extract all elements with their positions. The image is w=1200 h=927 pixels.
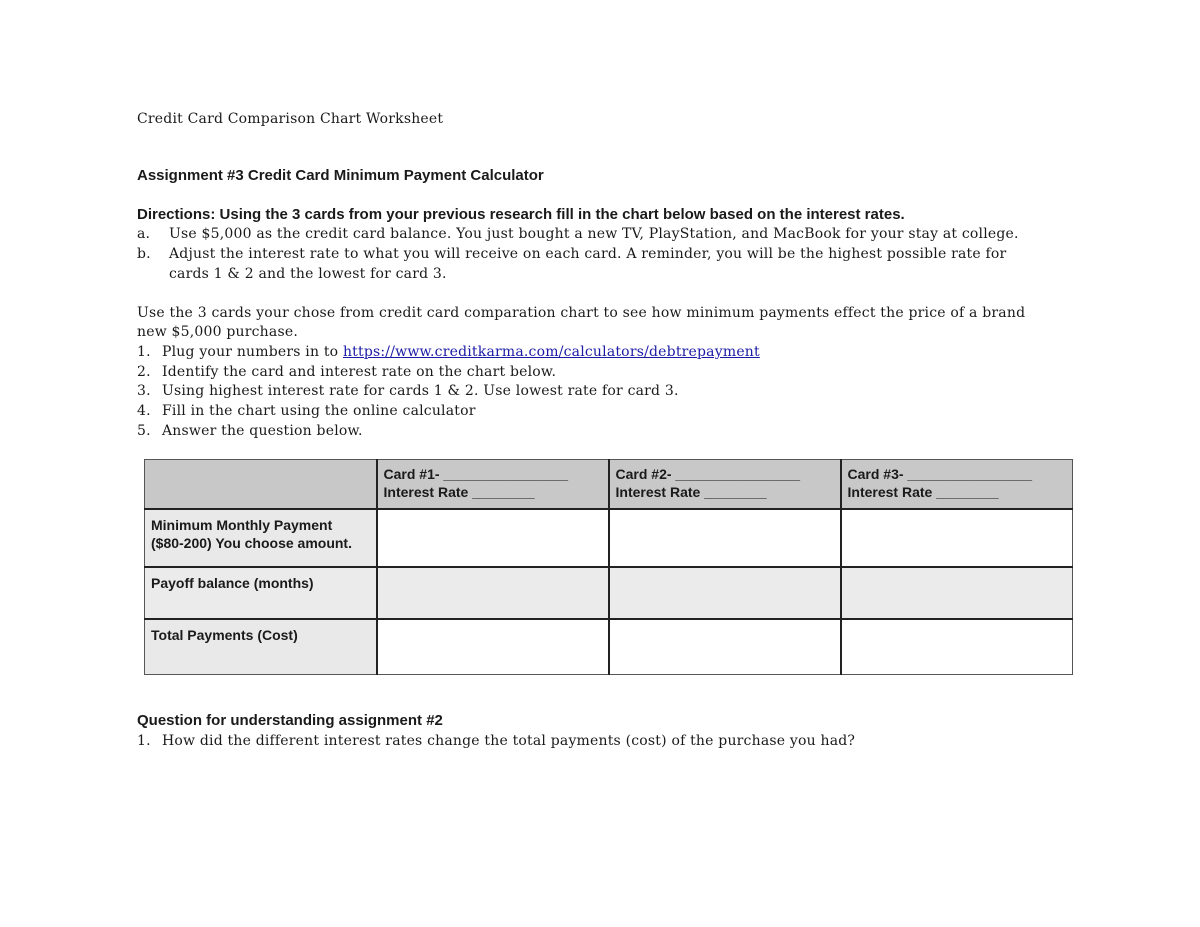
cell-card-3-minimum-payment[interactable]	[841, 509, 1073, 567]
table-row	[145, 619, 1073, 675]
cell-card-2-minimum-payment[interactable]	[609, 509, 841, 567]
cell-card-2-payoff-months[interactable]	[609, 567, 841, 619]
header-card-2	[609, 460, 841, 510]
question-text: How did the different interest rates change the total payments (cost) of the purchase you had?	[162, 733, 856, 749]
cell-card-3-payoff-months[interactable]	[841, 567, 1073, 619]
row-label-line: Payoff balance (months)	[151, 575, 314, 591]
question-heading: Question for understanding assignment #2	[137, 712, 443, 729]
step-text: Fill in the chart using the online calculator	[162, 403, 476, 419]
direction-text: Adjust the interest rate to what you will receive on each card. A reminder, you will be the highest possible rate for	[169, 246, 1007, 262]
direction-item-b-continued: cards 1 & 2 and the lowest for card 3.	[169, 266, 447, 282]
interest-rate-field: Interest Rate ________	[383, 484, 535, 500]
table-row	[145, 509, 1073, 567]
row-label-line: ($80-200) You choose amount.	[151, 535, 352, 551]
direction-item-b	[137, 246, 1006, 262]
question-1	[137, 733, 855, 749]
cell-card-1-payoff-months[interactable]	[377, 567, 609, 619]
list-marker: a.	[137, 226, 151, 242]
row-label-minimum-payment	[145, 509, 377, 567]
direction-item-a	[137, 226, 1019, 242]
cell-card-2-total-payments[interactable]	[609, 619, 841, 675]
intro-line-1: Use the 3 cards your chose from credit card comparation chart to see how minimum payments effect the price of a brand	[137, 305, 1026, 321]
card-name-field: Card #2- ________________	[615, 466, 800, 482]
intro-line-2: new $5,000 purchase.	[137, 324, 298, 340]
table-row	[145, 567, 1073, 619]
interest-rate-field: Interest Rate ________	[847, 484, 999, 500]
step-5	[137, 423, 363, 439]
row-label-line: Minimum Monthly Payment	[151, 517, 333, 533]
direction-text: Use $5,000 as the credit card balance. You just bought a new TV, PlayStation, and MacBook for your stay at college.	[169, 226, 1019, 242]
directions-heading: Directions: Using the 3 cards from your previous research fill in the chart below based on the interest rates.	[137, 206, 905, 223]
list-marker: 1.	[137, 344, 151, 360]
card-name-field: Card #1- ________________	[383, 466, 568, 482]
list-marker: b.	[137, 246, 151, 262]
step-text: Using highest interest rate for cards 1 & 2. Use lowest rate for card 3.	[162, 383, 679, 399]
list-marker: 2.	[137, 364, 151, 380]
step-text: Identify the card and interest rate on the chart below.	[162, 364, 557, 380]
row-label-line: Total Payments (Cost)	[151, 627, 298, 643]
document-title: Credit Card Comparison Chart Worksheet	[137, 111, 444, 127]
row-label-total-payments	[145, 619, 377, 675]
step-1	[137, 344, 760, 360]
list-marker: 3.	[137, 383, 151, 399]
list-marker: 5.	[137, 423, 151, 439]
step-4	[137, 403, 476, 419]
card-name-field: Card #3- ________________	[847, 466, 1032, 482]
list-marker: 4.	[137, 403, 151, 419]
row-label-payoff-balance	[145, 567, 377, 619]
step-text: Answer the question below.	[162, 423, 363, 439]
assignment-heading: Assignment #3 Credit Card Minimum Payment Calculator	[137, 167, 544, 184]
calculator-link[interactable]: https://www.creditkarma.com/calculators/debtrepayment	[342, 344, 760, 360]
header-card-1	[377, 460, 609, 510]
list-marker: 1.	[137, 733, 151, 749]
cell-card-1-minimum-payment[interactable]	[377, 509, 609, 567]
cell-card-3-total-payments[interactable]	[841, 619, 1073, 675]
step-2	[137, 364, 556, 380]
comparison-table	[144, 459, 1073, 675]
step-3	[137, 383, 679, 399]
table-header-row	[145, 460, 1073, 510]
cell-card-1-total-payments[interactable]	[377, 619, 609, 675]
interest-rate-field: Interest Rate ________	[615, 484, 767, 500]
step-text: Plug your numbers in to	[162, 344, 343, 360]
header-empty-cell	[145, 460, 377, 510]
header-card-3	[841, 460, 1073, 510]
